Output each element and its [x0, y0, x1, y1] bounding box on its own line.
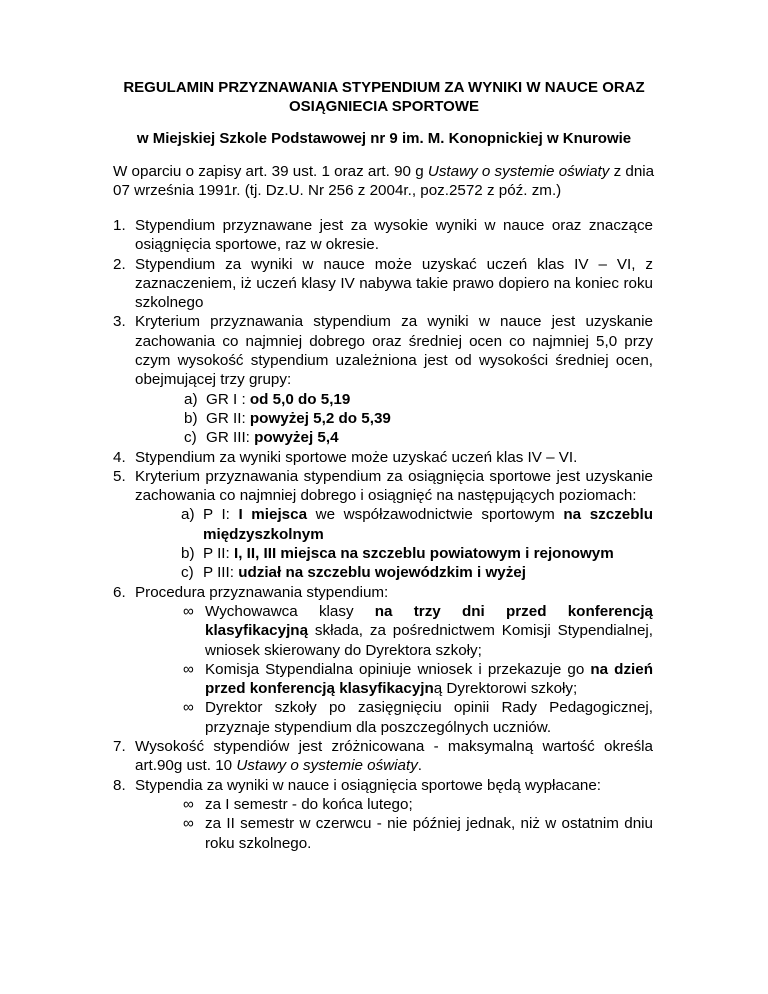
- list-item-4: 4. Stypendium za wyniki sportowe może uzyskać uczeń klas IV – VI.: [113, 448, 578, 466]
- bullet-icon: ∞: [183, 699, 194, 717]
- item-number: 2.: [113, 255, 126, 273]
- payment-term-2: ∞ za II semestr w czerwcu - nie później jednak, niż w ostatnim dniu roku szkolnego.: [183, 815, 653, 852]
- intro-paragraph: W oparciu o zapisy art. 39 ust. 1 oraz art. 90 g Ustawy o systemie oświaty z dnia 07 września 1991r. (tj. Dz.U. Nr 256 z 2004r., poz.2572 z póź. zm.): [113, 163, 655, 200]
- procedure-step-3: ∞ Dyrektor szkoły po zasięgnięciu opinii Rady Pedagogicznej, przyznaje stypendium dla poszczególnych uczniów.: [183, 699, 653, 736]
- document-title: [0, 78, 768, 116]
- item-number: 7.: [113, 738, 126, 756]
- list-item-5: 5. Kryterium przyznawania stypendium za osiągnięcia sportowe jest uzyskanie zachowania co najmniej dobrego i osiągnięć na następujących poziomach:: [113, 467, 653, 505]
- document-subtitle: w Miejskiej Szkole Podstawowej nr 9 im. M. Konopnickiej w Knurowie: [136, 130, 632, 147]
- grade-group-1: a) GR I : od 5,0 do 5,19: [184, 390, 351, 408]
- regulation-list: [113, 216, 653, 853]
- list-item-1: 1. Stypendium przyznawane jest za wysokie wyniki w nauce oraz znaczące osiągnięcia sportowe, raz w okresie.: [113, 217, 653, 254]
- list-item-2: 2. Stypendium za wyniki w nauce może uzyskać uczeń klas IV – VI, z zaznaczeniem, iż uczeń klasy IV nabywa takie prawo dopiero na koniec roku szkolnego: [113, 255, 653, 312]
- title-line-2: OSIĄGNIECIA SPORTOWE: [288, 98, 480, 115]
- item-number: 4.: [113, 448, 126, 466]
- list-item-3: 3. Kryterium przyznawania stypendium za wyniki w nauce jest uzyskanie zachowania co najmniej dobrego oraz średniej ocen co najmniej 5,0 przy czym wysokość stypendium uzależniona jest od wysokości średniej ocen, obejmującej trzy grupy:: [113, 313, 653, 389]
- bullet-icon: ∞: [183, 660, 194, 678]
- item-number: 3.: [113, 313, 126, 331]
- title-line-1: REGULAMIN PRZYZNAWANIA STYPENDIUM ZA WYNIKI W NAUCE ORAZ: [123, 79, 645, 96]
- law-reference: Ustawy o systemie oświaty: [427, 163, 610, 180]
- sport-level-2: b) P II: I, II, III miejsca na szczeblu powiatowym i rejonowym: [181, 545, 614, 563]
- item-number: 6.: [113, 583, 126, 601]
- payment-term-1: ∞ za I semestr - do końca lutego;: [183, 795, 413, 813]
- grade-group-3: c) GR III: powyżej 5,4: [184, 429, 339, 447]
- list-item-8: 8. Stypendia za wyniki w nauce i osiągnięcia sportowe będą wypłacane:: [113, 776, 602, 794]
- sport-level-3: c) P III: udział na szczeblu wojewódzkim i wyżej: [181, 564, 526, 582]
- bullet-icon: ∞: [183, 795, 194, 813]
- procedure-step-1: ∞ Wychowawca klasy na trzy dni przed konferencją klasyfikacyjną składa, za pośrednictwem Komisji Stypendialnej, wniosek skierowany do Dyrektora szkoły;: [183, 602, 653, 659]
- item-number: 8.: [113, 776, 126, 794]
- bullet-icon: ∞: [183, 602, 194, 620]
- list-item-6: 6. Procedura przyznawania stypendium:: [113, 583, 389, 601]
- item-number: 5.: [113, 467, 126, 485]
- sport-level-1: a) P I: I miejsca we współzawodnictwie sportowym na szczeblu międzyszkolnym: [181, 506, 654, 543]
- bullet-icon: ∞: [183, 815, 194, 833]
- grade-group-2: b) GR II: powyżej 5,2 do 5,39: [184, 409, 391, 427]
- list-item-7: 7. Wysokość stypendiów jest zróżnicowana - maksymalną wartość określa art.90g ust. 10 Ustawy o systemie oświaty.: [113, 738, 653, 775]
- procedure-step-2: ∞ Komisja Stypendialna opiniuje wniosek i przekazuje go na dzień przed konferencją klasyfikacyjną Dyrektorowi szkoły;: [183, 660, 653, 698]
- item-number: 1.: [113, 217, 126, 234]
- law-reference: Ustawy o systemie oświaty: [236, 757, 418, 775]
